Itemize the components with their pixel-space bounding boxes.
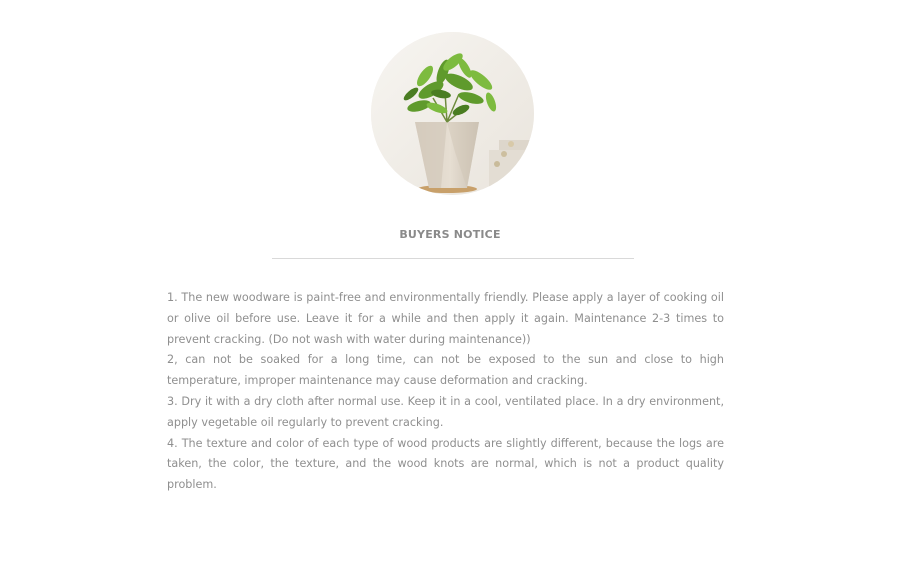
notice-item: 1. The new woodware is paint-free and environmentally friendly. Please apply a layer of cooking oil or olive oil before use. Leave it for a while and then apply it again. Maintenance 2-3 times to prevent cracking. (Do not wash with water during maintenance)) [167, 291, 724, 346]
plant-illustration [371, 32, 534, 195]
title-divider [272, 258, 634, 259]
notice-item: 3. Dry it with a dry cloth after normal use. Keep it in a cool, ventilated place. In a dry environment, apply vegetable oil regularly to prevent cracking. [167, 394, 724, 429]
notice-item: 4. The texture and color of each type of wood products are slightly different, because the logs are taken, the color, the texture, and the wood knots are normal, which is not a product quality problem. [167, 436, 724, 492]
buyers-notice-body [167, 288, 724, 496]
notice-item: 2, can not be soaked for a long time, can not be exposed to the sun and close to high temperature, improper maintenance may cause deformation and cracking. [167, 353, 724, 388]
plant-photo [371, 32, 534, 195]
buyers-notice-title: BUYERS NOTICE [399, 228, 501, 241]
